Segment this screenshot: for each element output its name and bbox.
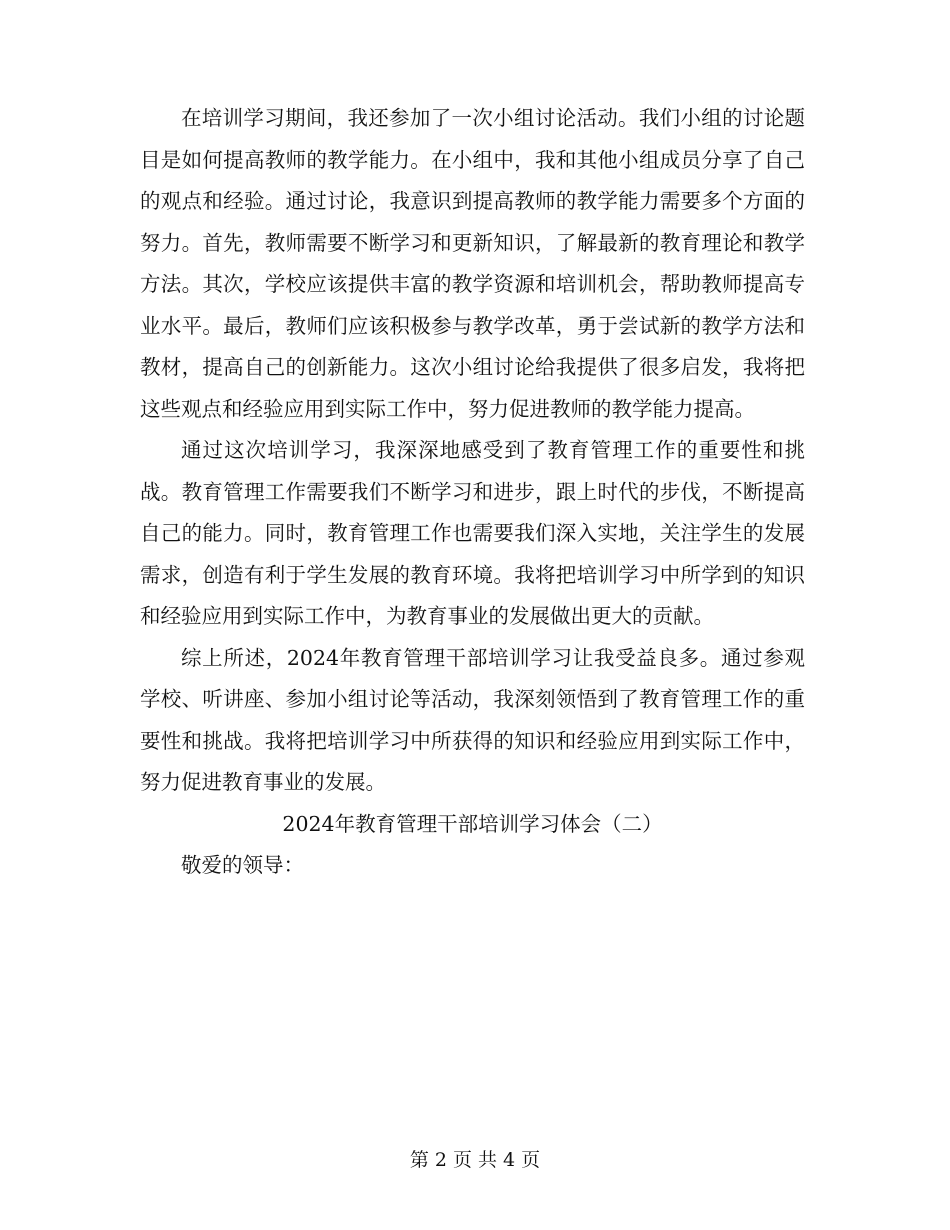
salutation: 敬爱的领导：: [181, 853, 304, 877]
paragraph-group-discussion: 在培训学习期间，我还参加了一次小组讨论活动。我们小组的讨论题目是如何提高教师的教学能力。在小组中，我和其他小组成员分享了自己的观点和经验。通过讨论，我意识到提高教师的教学能力需要多个方面的努力。首先，教师需要不断学习和更新知识，了解最新的教育理论和教学方法。其次，学校应该提供丰富的教学资源和培训机会，帮助教师提高专业水平。最后，教师们应该积极参与教学改革，勇于尝试新的教学方法和教材，提高自己的创新能力。这次小组讨论给我提供了很多启发，我将把这些观点和经验应用到实际工作中，努力促进教师的教学能力提高。: [140, 106, 805, 421]
document-body: [140, 98, 805, 887]
page-number-footer: 第 2 页 共 4 页: [409, 1149, 541, 1171]
paragraph-summary: 综上所述，2024年教育管理干部培训学习让我受益良多。通过参观学校、听讲座、参加小组讨论等活动，我深刻领悟到了教育管理工作的重要性和挑战。我将把培训学习中所获得的知识和经验应用到实际工作中，努力促进教育事业的发展。: [140, 645, 805, 794]
section-title: 2024年教育管理干部培训学习体会（二）: [282, 811, 663, 836]
paragraph-reflection: 通过这次培训学习，我深深地感受到了教育管理工作的重要性和挑战。教育管理工作需要我们不断学习和进步，跟上时代的步伐，不断提高自己的能力。同时，教育管理工作也需要我们深入实地，关注学生的发展需求，创造有利于学生发展的教育环境。我将把培训学习中所学到的知识和经验应用到实际工作中，为教育事业的发展做出更大的贡献。: [140, 438, 805, 628]
